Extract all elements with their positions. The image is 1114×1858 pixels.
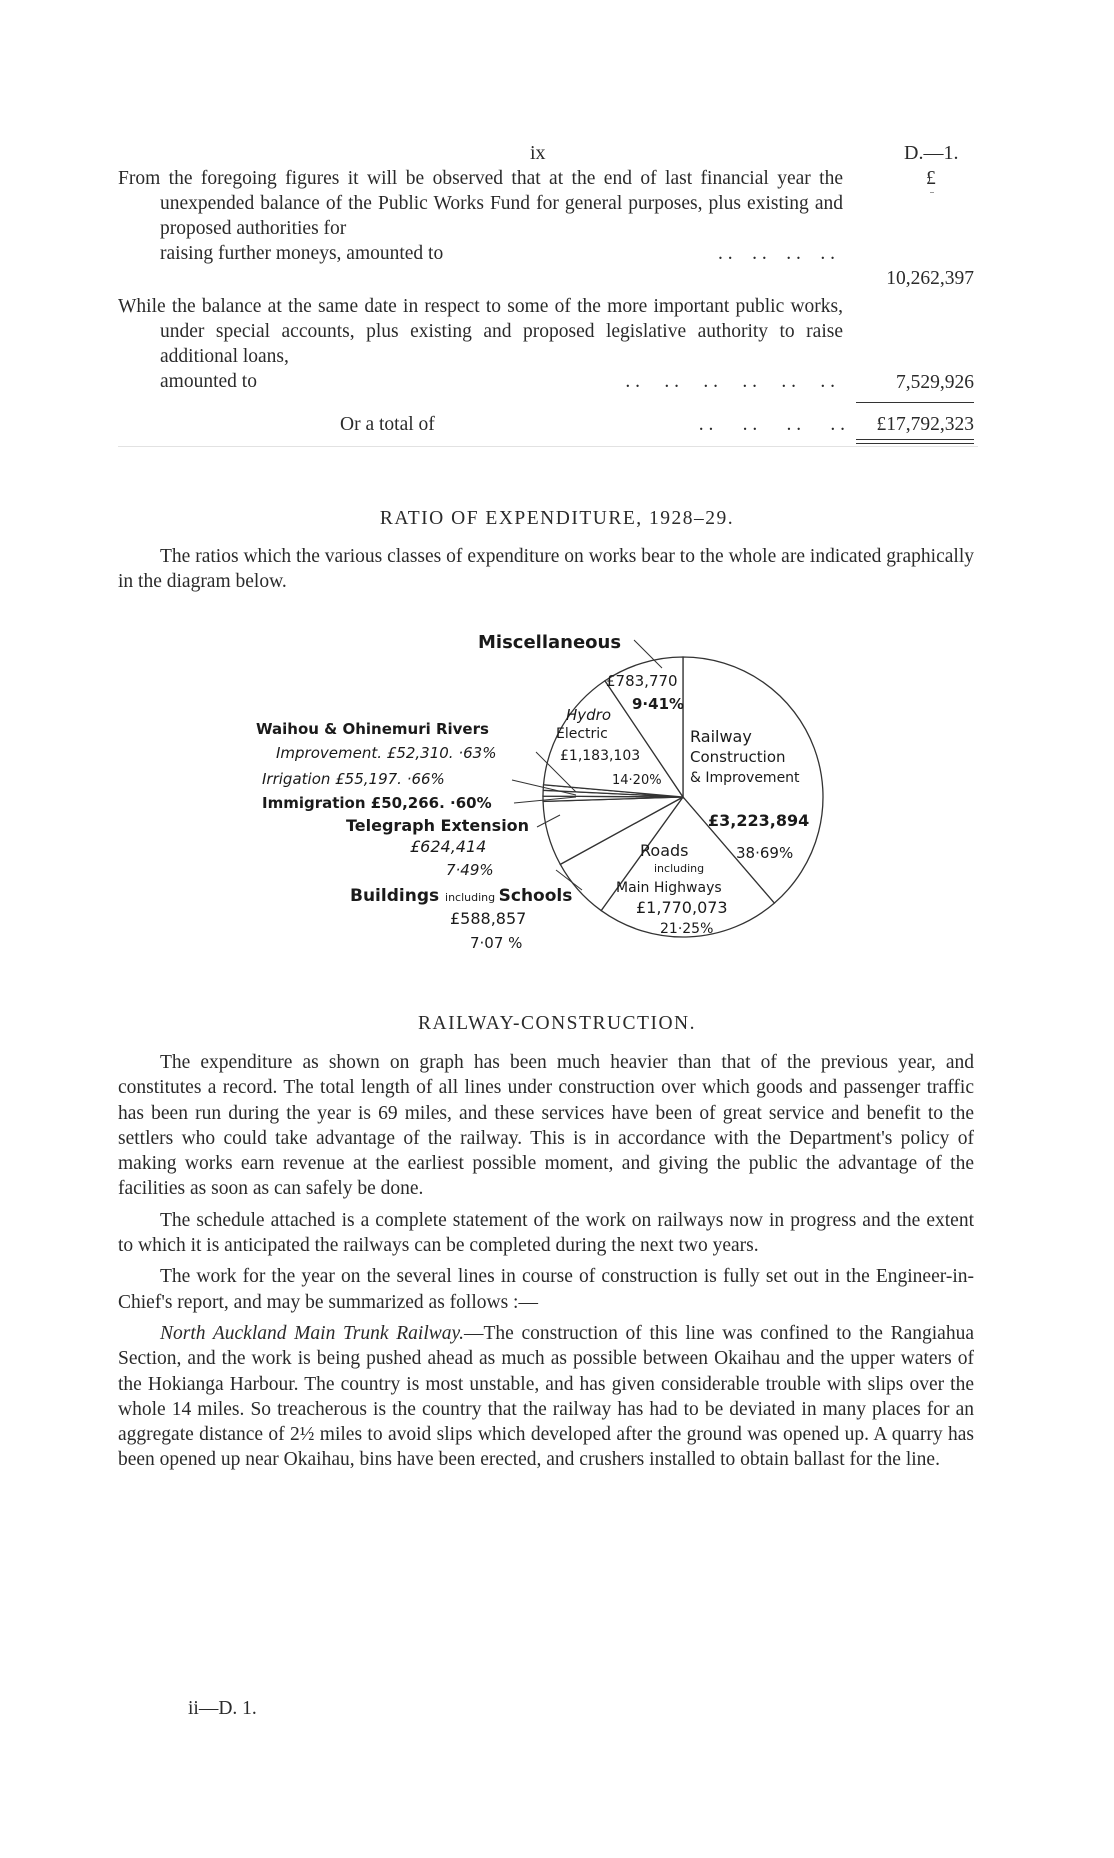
total-dots: . . . . . . . . [698,414,845,435]
finance-amount-1: 10,262,397 [886,268,974,289]
label-railway-name: Railway [690,727,752,746]
label-buildings-name: Buildings including Schools [350,886,573,906]
ratio-intro: The ratios which the various classes of expenditure on works bear to the whole are indicated graphically in the diagram below. [118,546,974,593]
label-buildings-percent: 7·07 % [470,934,523,952]
footer-signature: ii—D. 1. [188,1698,257,1719]
railway-body [118,1050,974,1473]
label-waihou-name: Waihou & Ohinemuri Rivers [256,720,489,738]
label-immigration: Immigration £50,266. ·60% [262,794,492,812]
label-misc-name: Miscellaneous [478,632,622,653]
finance-row-2-last: amounted to . . . . . . . . . . . . [160,371,835,392]
label-hydro-percent: 14·20% [612,773,662,788]
total-label: Or a total of [340,414,435,435]
total-amount: £17,792,323 [876,414,974,435]
label-railway-line2: Construction [690,748,786,766]
label-roads-name: Roads [640,841,689,860]
label-railway-amount: £3,223,894 [708,811,810,830]
railway-paragraph-1: The expenditure as shown on graph has been much heavier than that of the previous year, and constitutes a record. The total length of all lines under construction over which goods and passenger traffic has been run during the year is 69 miles, and these services have been of great service and benefit to the settlers who could take advantage of the railway. This is in accordance with the Department's policy of making works earn revenue at the earliest possible moment, and giving the public the advantage of the facilities as soon as can safely be done. [118,1052,974,1200]
label-roads-line2: including [654,862,705,875]
railway-line-title: North Auckland Main Trunk Railway. [160,1322,464,1344]
label-irrigation: Irrigation £55,197. ·66% [262,770,445,788]
railway-paragraph-2: The schedule attached is a complete statement of the work on railways now in progress and the extent to which it is anticipated the railways can be completed during the next two years. [118,1209,974,1257]
label-misc-amount: £783,770 [606,672,678,690]
label-railway-line3: & Improvement [690,770,800,786]
currency-symbol: £ [926,168,936,189]
label-telegraph-percent: 7·49% [446,861,494,879]
finance-row-1-text: From the foregoing figures it will be observed that at the end of last financial year the unexpended balance of the Public Works Fund for general purposes, plus existing and proposed authorities for [118,168,843,239]
ratio-heading: RATIO OF EXPENDITURE, 1928–29. [379,508,735,529]
label-buildings-amount: £588,857 [450,909,527,928]
label-hydro-line2: Electric [556,726,608,742]
label-hydro-amount: £1,183,103 [560,748,641,764]
label-hydro-name: Hydro [566,706,612,724]
railway-heading: RAILWAY-CONSTRUCTION. [418,1013,696,1034]
label-railway-percent: 38·69% [736,844,794,862]
finance-amount-2: 7,529,926 [896,372,974,393]
label-roads-amount: £1,770,073 [636,898,728,917]
label-waihou-line2: Improvement. £52,310. ·63% [276,744,497,762]
label-telegraph-name: Telegraph Extension [346,816,530,835]
label-roads-percent: 21·25% [660,921,714,937]
railway-line-text: —The construction of this line was confined to the Rangiahua Section, and the work is being pushed ahead as much as possible between Okaihau and the upper waters of the Hokianga Harbour. The country is most unstable, and has given considerable trouble with slips over the whole 14 miles. So treacherous is the country that the railway has had to be deviated in many places for an aggregate distance of 2½ miles to avoid slips which developed after the ground was opened up. A quarry has been opened up near Okaihau, bins have been erected, and crushers installed to obtain ballast for the line. [118,1322,974,1471]
label-telegraph-amount: £624,414 [410,837,487,856]
railway-paragraph-3: The work for the year on the several lines in course of construction is fully set out in the Engineer-in-Chief's report, and may be summarized as follows :— [118,1266,974,1313]
railway-paragraph-4 [118,1321,974,1473]
label-misc-percent: 9·41% [632,695,685,713]
finance-row-1-last: raising further moneys, amounted to . . . . . . . . [160,243,835,264]
label-roads-line3: Main Highways [616,880,722,896]
page-number: ix [530,142,546,164]
document-code: D.—1. [904,142,959,164]
finance-row-2-text: While the balance at the same date in respect to some of the more important public works, under special accounts, plus existing and proposed legislative authority to raise additional loans, [118,296,843,367]
